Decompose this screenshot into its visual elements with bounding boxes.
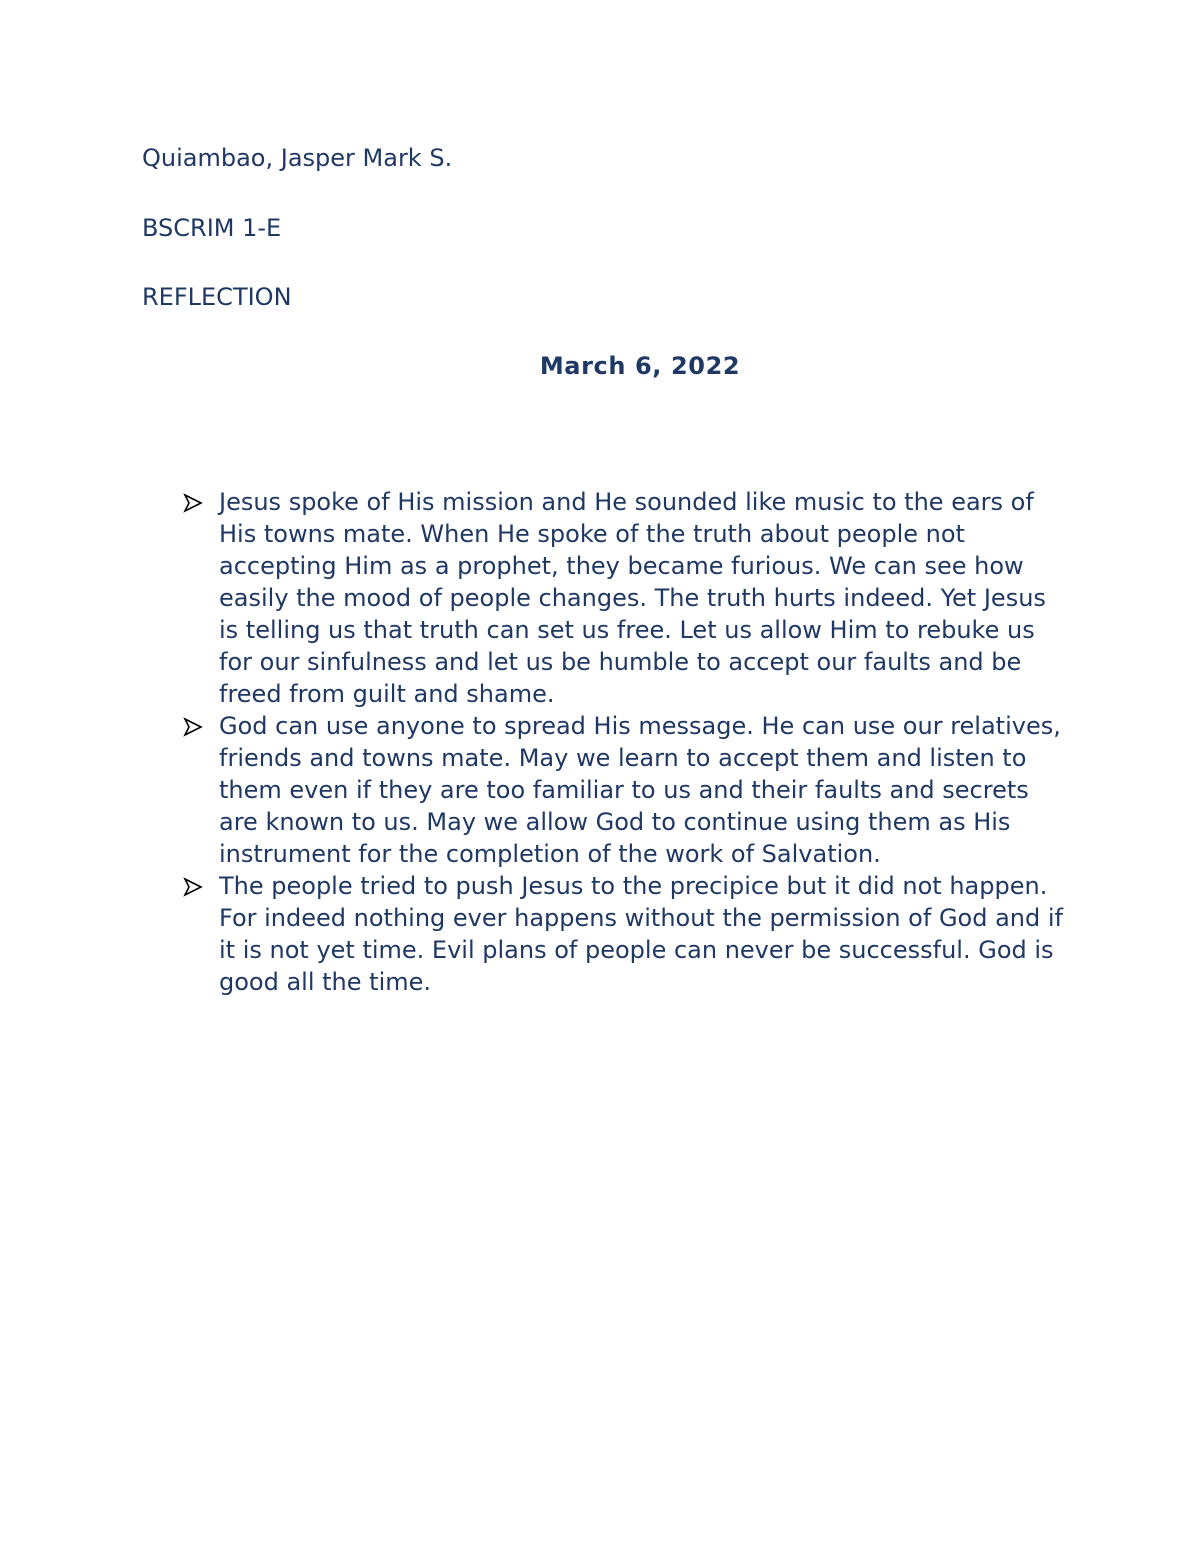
reflection-text: Jesus spoke of His mission and He sounded like music to the ears of His towns mate. When He spoke of the truth about people not accepting Him as a prophet, they became furious. We can see how easily the mood of people changes. The truth hurts indeed. Yet Jesus is telling us that truth can set us free. Let us allow Him to rebuke us for our sinfulness and let us be humble to accept our faults and be freed from guilt and shame.	[219, 488, 1046, 708]
arrowhead-bullet-icon	[183, 717, 203, 737]
reflection-item	[183, 710, 1063, 870]
course-section: BSCRIM 1-E	[142, 214, 282, 242]
reflection-text: The people tried to push Jesus to the precipice but it did not happen. For indeed nothing ever happens without the permission of God and if it is not yet time. Evil plans of people can never be successful. God is good all the time.	[219, 872, 1063, 996]
arrowhead-bullet-icon	[183, 493, 203, 513]
reflection-list	[183, 486, 1063, 998]
document-type: REFLECTION	[142, 283, 292, 311]
student-name: Quiambao, Jasper Mark S.	[142, 144, 453, 172]
reflection-item	[183, 486, 1063, 710]
document-date: March 6, 2022	[539, 352, 741, 380]
reflection-item	[183, 870, 1063, 998]
arrowhead-bullet-icon	[183, 877, 203, 897]
reflection-text: God can use anyone to spread His message. He can use our relatives, friends and towns mate. May we learn to accept them and listen to them even if they are too familiar to us and their faults and secrets are known to us. May we allow God to continue using them as His instrument for the completion of the work of Salvation.	[219, 712, 1061, 868]
